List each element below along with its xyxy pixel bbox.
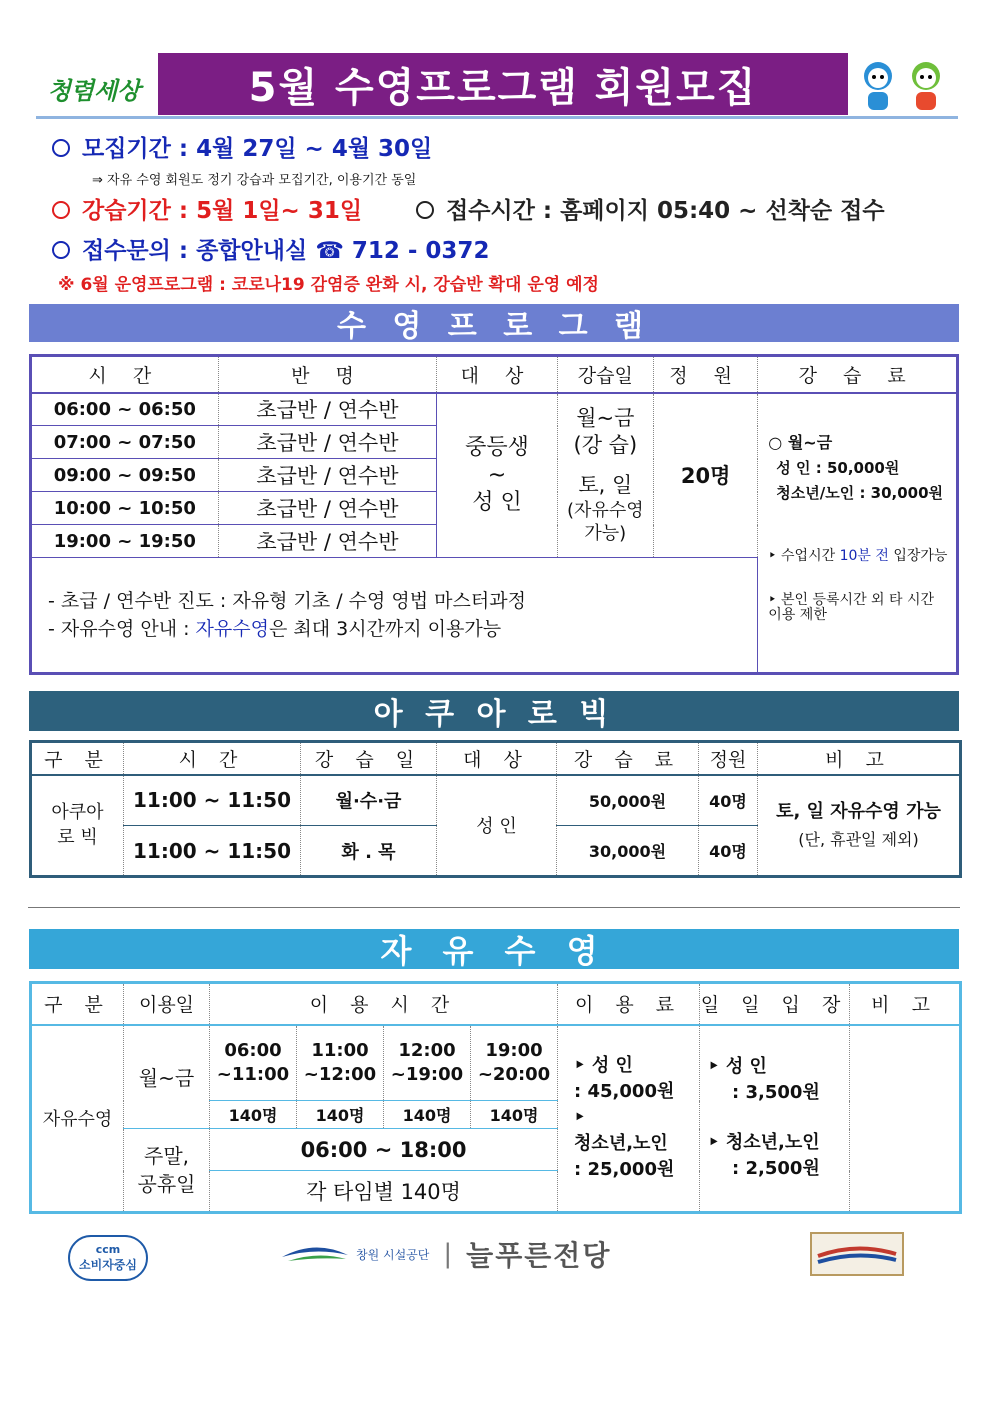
column-header: 비 고 <box>850 983 961 1025</box>
class-name: 초급반 / 연수반 <box>218 525 437 558</box>
award-badge <box>810 1232 904 1276</box>
column-header: 일 일 입 장 <box>700 983 850 1025</box>
table-row <box>31 1025 961 1101</box>
time-slot: 19:00 ~20:00 <box>471 1025 558 1101</box>
column-header: 시 간 <box>31 356 219 393</box>
program-name: 아쿠아 로 빅 <box>31 775 124 877</box>
column-header: 강습일 <box>557 356 653 393</box>
usage-fee: ‣ 성 인 : 45,000원 ‣ 청소년,노인 : 25,000원 <box>558 1025 700 1213</box>
column-header: 강 습 료 <box>557 742 699 775</box>
header-divider <box>36 116 958 119</box>
column-header: 이용일 <box>124 983 210 1025</box>
daily-admission: ‣ 성 인 : 3,500원 ‣ 청소년,노인 : 2,500원 <box>700 1025 850 1213</box>
page-title: 5월 수영프로그램 회원모집 <box>158 53 848 115</box>
bullet-icon <box>416 201 434 219</box>
slot-capacity: 140명 <box>384 1101 471 1129</box>
capacity-cell: 20명 <box>653 393 757 558</box>
time-slot: 06:00 ~11:00 <box>210 1025 297 1101</box>
fee-cell: ○ 월~금 성 인 : 50,000원 청소년/노인 : 30,000원 ‣ 수업시간 10분 전 입장가능 ‣ 본인 등록시간 외 타 시간 이용 제한 <box>768 432 948 623</box>
column-header: 대 상 <box>437 742 557 775</box>
inquiry: 접수문의 : 종합안내실 ☎ 712 - 0372 <box>52 232 489 265</box>
class-days: 월·수·금 <box>301 775 437 826</box>
swim-program-table <box>29 354 959 675</box>
class-time: 07:00 ~ 07:50 <box>31 426 219 459</box>
mascot-image <box>906 60 946 114</box>
column-header: 정원 <box>699 742 758 775</box>
time-slot: 12:00 ~19:00 <box>384 1025 471 1101</box>
bullet-icon <box>52 241 70 259</box>
usage-day: 주말, 공휴일 <box>124 1129 210 1213</box>
logo: 청렴세상 <box>47 75 141 105</box>
slot-capacity: 140명 <box>210 1101 297 1129</box>
target-cell: 성 인 <box>437 775 557 877</box>
class-time: 11:00 ~ 11:50 <box>124 826 301 877</box>
time-slot: 11:00 ~12:00 <box>297 1025 384 1101</box>
corporation-logo: 창원 시설공단 | 늘푸른전당 <box>280 1234 660 1274</box>
ccm-logo: ccm 소비자중심 <box>68 1235 148 1281</box>
lesson-period: 강습기간 : 5월 1일~ 31일 <box>52 192 362 225</box>
bullet-icon <box>52 139 70 157</box>
table-row <box>31 775 961 826</box>
recruit-period: 모집기간 : 4월 27일 ~ 4월 30일 <box>52 130 432 163</box>
swim-section-title: 수 영 프 로 그 램 <box>29 304 959 342</box>
recruit-note: ⇒ 자유 수영 회원도 정기 강습과 모집기간, 이용기간 동일 <box>92 173 417 188</box>
class-time: 11:00 ~ 11:50 <box>124 775 301 826</box>
class-time: 06:00 ~ 06:50 <box>31 393 219 426</box>
usage-day: 월~금 <box>124 1025 210 1129</box>
target-cell: 중등생 ~ 성 인 <box>437 393 557 558</box>
mascot-image <box>858 60 898 114</box>
capacity: 40명 <box>699 775 758 826</box>
free-swim-table <box>29 981 962 1214</box>
aquarobic-table <box>29 740 962 878</box>
column-header: 비 고 <box>758 742 961 775</box>
reception-time: 접수시간 : 홈페이지 05:40 ~ 선착순 접수 <box>416 192 885 225</box>
slot-capacity: 140명 <box>471 1101 558 1129</box>
weekend-capacity: 각 타임별 140명 <box>210 1171 558 1213</box>
column-header: 강 습 료 <box>758 356 958 393</box>
column-header: 강 습 일 <box>301 742 437 775</box>
weekend-time: 06:00 ~ 18:00 <box>210 1129 558 1171</box>
lesson-days-cell: 월~금 (강 습) 토, 일 (자유수영 가능) <box>557 393 653 558</box>
class-name: 초급반 / 연수반 <box>218 492 437 525</box>
remarks: 토, 일 자유수영 가능 (단, 휴관일 제외) <box>776 801 941 849</box>
fee: 30,000원 <box>557 826 699 877</box>
class-name: 초급반 / 연수반 <box>218 426 437 459</box>
bullet-icon <box>52 201 70 219</box>
free-swim-section-title: 자 유 수 영 <box>29 929 959 969</box>
class-name: 초급반 / 연수반 <box>218 459 437 492</box>
class-days: 화 . 목 <box>301 826 437 877</box>
section-divider <box>28 907 960 908</box>
aqua-section-title: 아 쿠 아 로 빅 <box>29 691 959 731</box>
class-name: 초급반 / 연수반 <box>218 393 437 426</box>
column-header: 이 용 료 <box>558 983 700 1025</box>
class-time: 10:00 ~ 10:50 <box>31 492 219 525</box>
column-header: 대 상 <box>437 356 557 393</box>
slot-capacity: 140명 <box>297 1101 384 1129</box>
column-header: 반 명 <box>218 356 437 393</box>
column-header: 구 분 <box>31 742 124 775</box>
fee: 50,000원 <box>557 775 699 826</box>
capacity: 40명 <box>699 826 758 877</box>
program-name: 자유수영 <box>31 1025 124 1213</box>
column-header: 구 분 <box>31 983 124 1025</box>
corporation-swoosh-icon <box>280 1239 350 1269</box>
award-emblem-icon <box>812 1234 902 1274</box>
remarks <box>850 1025 961 1213</box>
class-time: 09:00 ~ 09:50 <box>31 459 219 492</box>
column-header: 시 간 <box>124 742 301 775</box>
swim-notes: - 초급 / 연수반 진도 : 자유형 기초 / 수영 영법 마스터과정 - 자유수영 안내 : 자유수영은 최대 3시간까지 이용가능 <box>31 558 758 674</box>
column-header: 정 원 <box>653 356 757 393</box>
column-header: 이 용 시 간 <box>210 983 558 1025</box>
june-note: ※ 6월 운영프로그램 : 코로나19 감염증 완화 시, 강습반 확대 운영 예정 <box>58 275 599 295</box>
phone-number: ☎ 712 - 0372 <box>315 238 490 264</box>
table-row <box>31 393 958 426</box>
class-time: 19:00 ~ 19:50 <box>31 525 219 558</box>
